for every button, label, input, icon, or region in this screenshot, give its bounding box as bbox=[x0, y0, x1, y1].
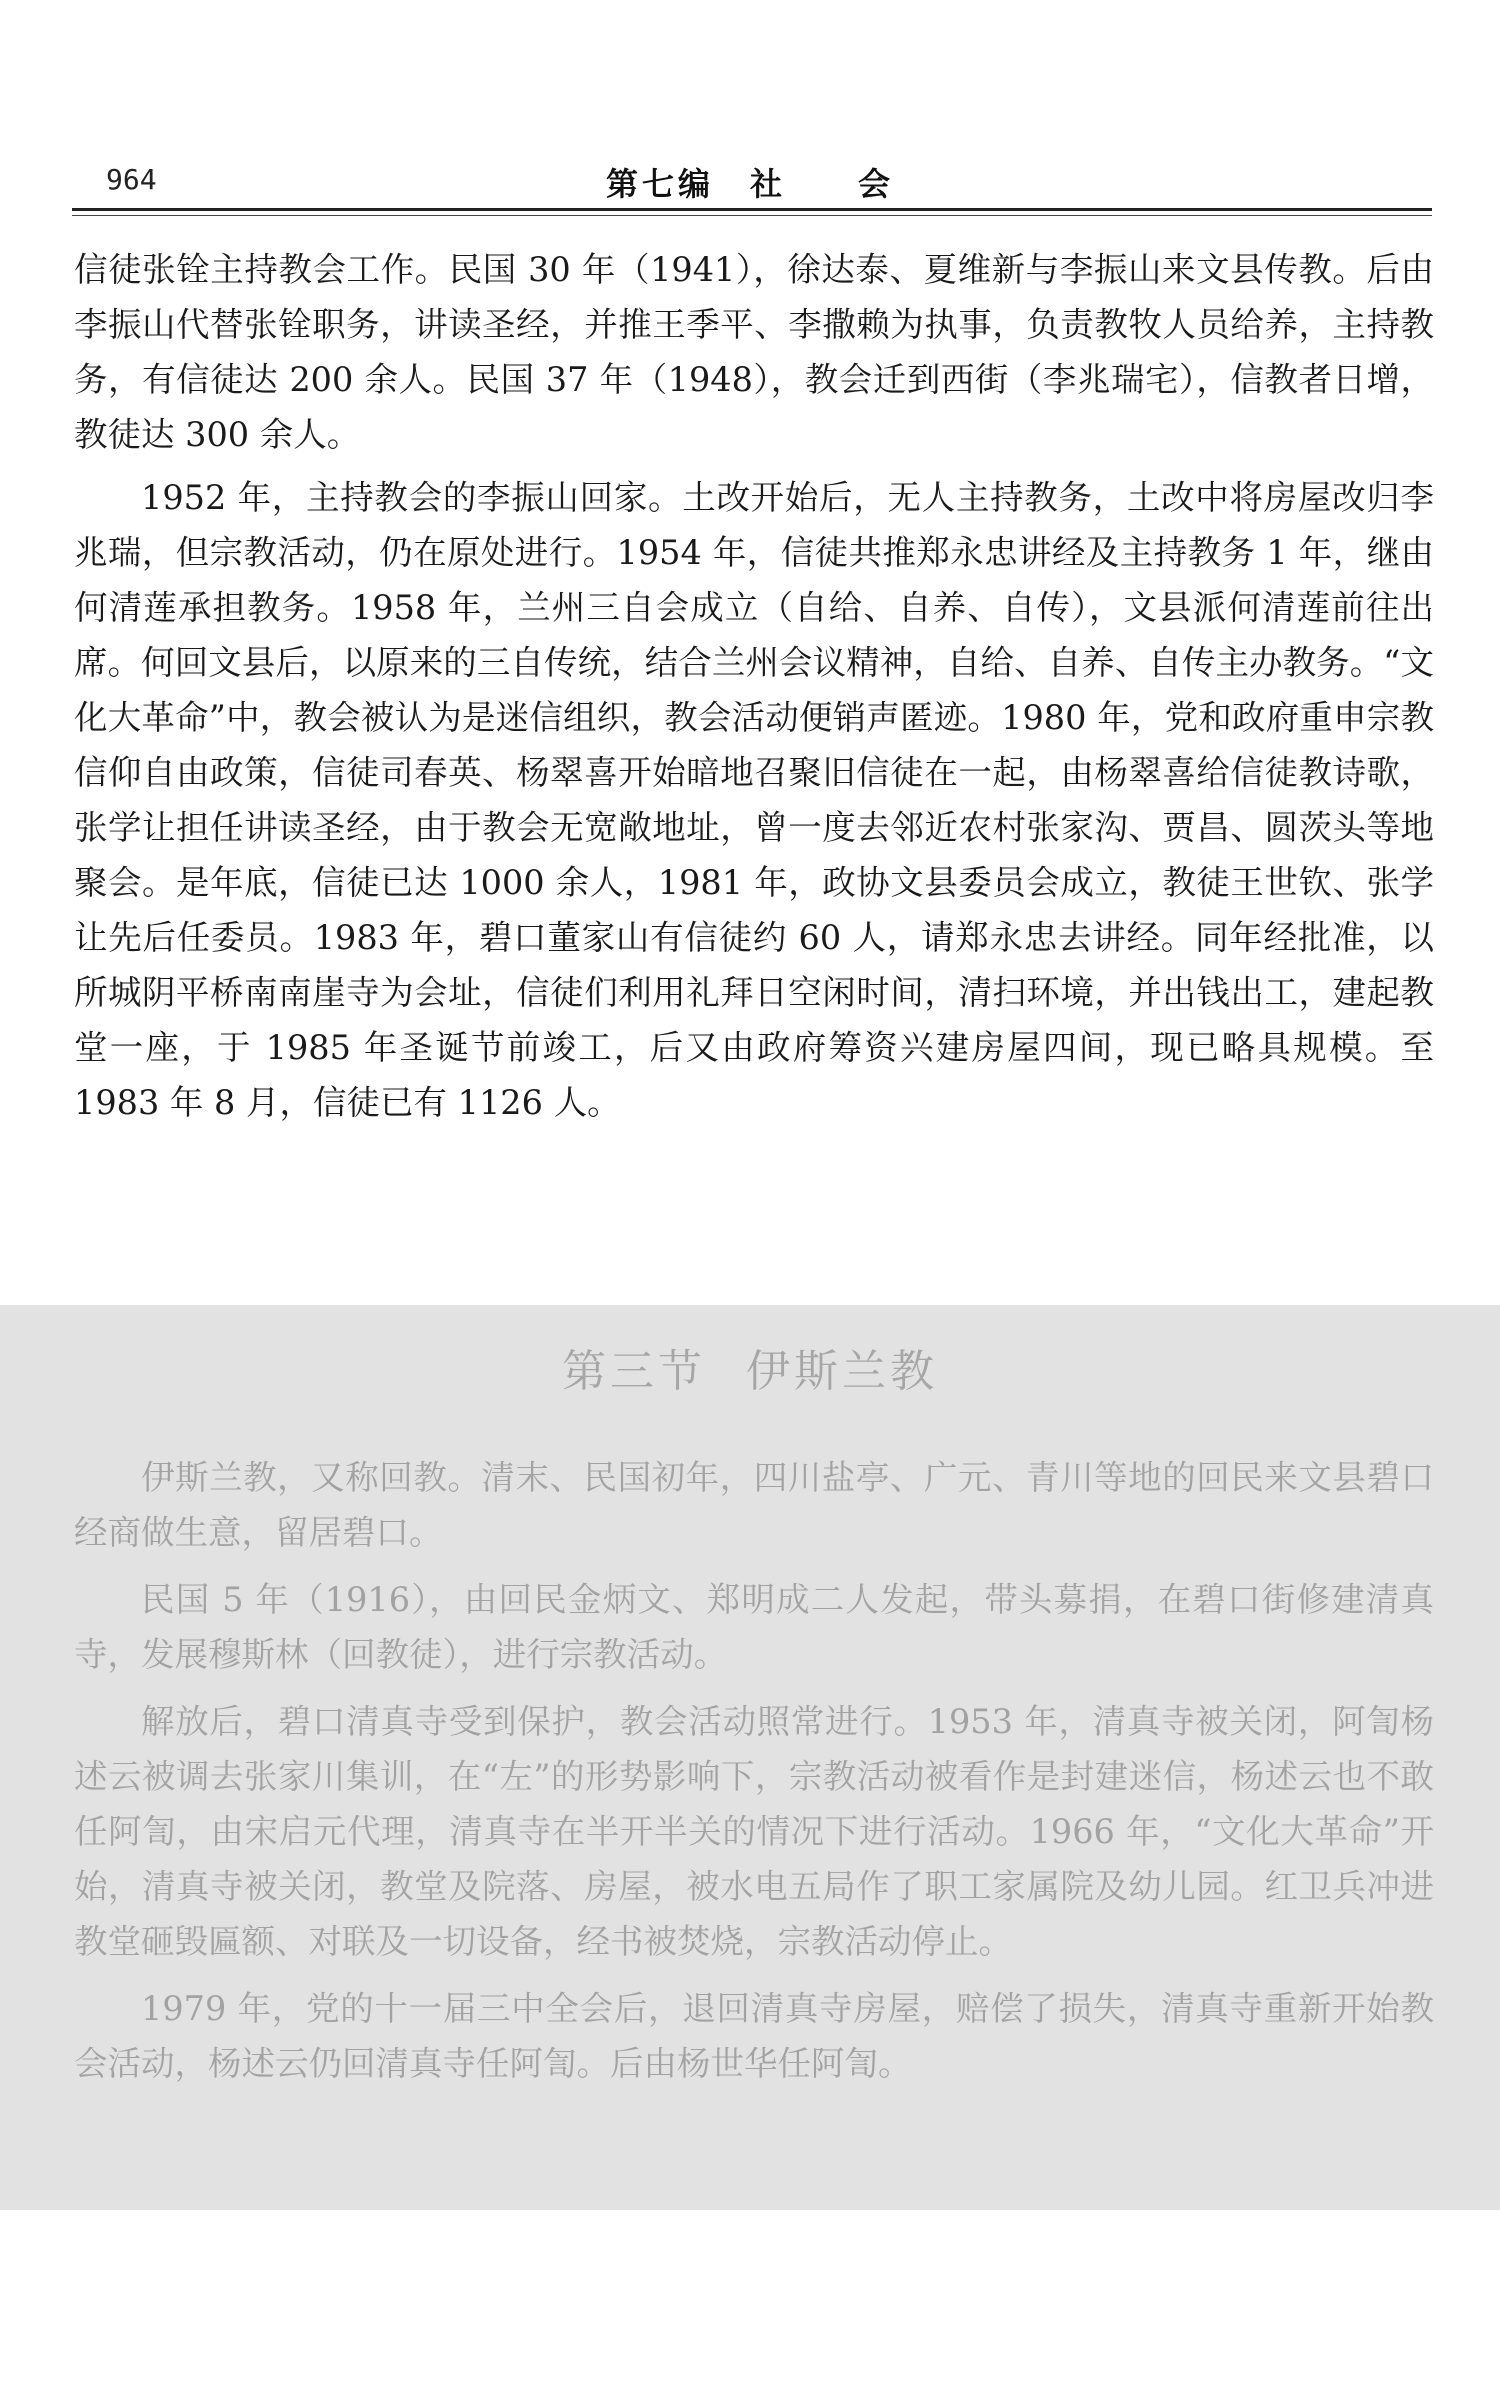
islam-section-text bbox=[74, 1450, 1434, 2103]
islam-paragraph-4: 1979 年，党的十一届三中全会后，退回清真寺房屋，赔偿了损失，清真寺重新开始教会活动，杨述云仍回清真寺任阿訇。后由杨世华任阿訇。 bbox=[74, 1989, 1434, 2083]
islam-paragraph-3: 解放后，碧口清真寺受到保护，教会活动照常进行。1953 年，清真寺被关闭，阿訇杨述云被调去张家川集训，在“左”的形势影响下，宗教活动被看作是封建迷信，杨述云也不敢任阿訇，由宋启元代理，清真寺在半开半关的情况下进行活动。1966 年，“文化大革命”开始，清真寺被关闭，教堂及院落、房屋，被水电五局作了职工家属院及幼儿园。红卫兵冲进教堂砸毁匾额、对联及一切设备，经书被焚烧，宗教活动停止。 bbox=[74, 1702, 1434, 1961]
running-header bbox=[72, 155, 1428, 205]
paragraph-1952: 1952 年，主持教会的李振山回家。土改开始后，无人主持教务，土改中将房屋改归李兆瑞，但宗教活动，仍在原处进行。1954 年，信徒共推郑永忠讲经及主持教务 1 年，继由何清莲承担教务。1958 年，兰州三自会成立（自给、自养、自传），文县派何清莲前往出席。何回文县后，以原来的三自传统，结合兰州会议精神，自给、自养、自传主办教务。“文化大革命”中，教会被认为是迷信组织，教会活动便销声匿迹。1980 年，党和政府重申宗教信仰自由政策，信徒司春英、杨翠喜开始暗地召聚旧信徒在一起，由杨翠喜给信徒教诗歌，张学让担任讲读圣经，由于教会无宽敞地址，曾一度去邻近农村张家沟、贾昌、圆茨头等地聚会。是年底，信徒已达 1000 余人，1981 年，政协文县委员会成立，教徒王世钦、张学让先后任委员。1983 年，碧口董家山有信徒约 60 人，请郑永忠去讲经。同年经批准，以所城阴平桥南南崖寺为会址，信徒们利用礼拜日空闲时间，清扫环境，并出钱出工，建起教堂一座，于 1985 年圣诞节前竣工，后又由政府筹资兴建房屋四间，现已略具规模。至 1983 年 8 月，信徒已有 1126 人。 bbox=[74, 478, 1434, 1122]
section-title: 第七编 社 会 bbox=[605, 165, 894, 203]
section-heading-title: 伊斯兰教 bbox=[746, 1346, 938, 1397]
header-rule-thin bbox=[72, 215, 1432, 216]
islam-section-block bbox=[0, 1305, 1500, 2210]
paragraph-continuation: 信徒张铨主持教会工作。民国 30 年（1941），徐达泰、夏维新与李振山来文县传教。后由李振山代替张铨职务，讲读圣经，并推王季平、李撒赖为执事，负责教牧人员给养，主持教务，有信徒达 200 余人。民国 37 年（1948），教会迁到西街（李兆瑞宅），信教者日增，教徒达 300 余人。 bbox=[74, 250, 1434, 454]
islam-paragraph-2: 民国 5 年（1916），由回民金炳文、郑明成二人发起，带头募捐，在碧口街修建清真寺，发展穆斯林（回教徒），进行宗教活动。 bbox=[74, 1580, 1434, 1674]
header-rule-thick bbox=[72, 208, 1432, 211]
section-heading-number: 第三节 bbox=[562, 1346, 706, 1397]
section-heading bbox=[0, 1335, 1500, 1399]
page-number: 964 bbox=[106, 163, 157, 196]
body-text bbox=[74, 242, 1434, 1138]
islam-paragraph-1: 伊斯兰教，又称回教。清末、民国初年，四川盐亭、广元、青川等地的回民来文县碧口经商做生意，留居碧口。 bbox=[74, 1458, 1434, 1552]
